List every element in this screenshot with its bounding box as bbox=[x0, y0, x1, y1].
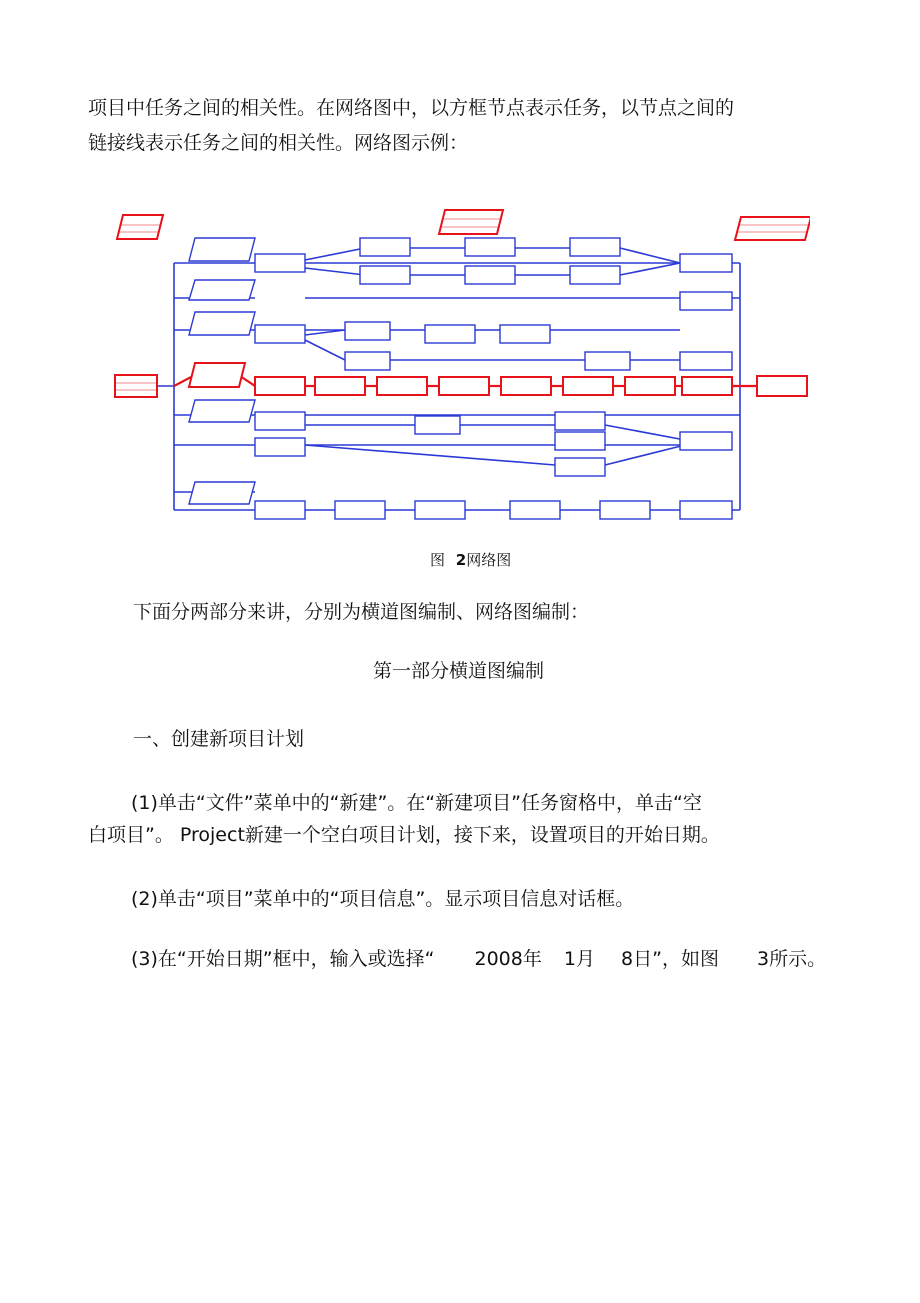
diagram-milestone-left bbox=[117, 215, 163, 239]
step2-text: (2)单击“项目”菜单中的“项目信息”。显示项目信息对话框。 bbox=[131, 888, 635, 910]
step1-line-2: 白项目”。 Project新建一个空白项目计划，接下来，设置项目的开始日期。 bbox=[88, 824, 720, 846]
step3-text bbox=[131, 942, 826, 976]
figure-caption bbox=[430, 549, 511, 570]
figure-caption-prefix: 图 bbox=[430, 551, 446, 569]
diagram-critical-nodes bbox=[255, 376, 807, 396]
figure-caption-text: 网络图 bbox=[466, 551, 512, 569]
diagram-group-nodes bbox=[189, 238, 255, 504]
diagram-start-node bbox=[115, 375, 157, 397]
split-sentence: 下面分两部分来讲，分别为横道图编制、网络图编制： bbox=[133, 601, 590, 623]
network-diagram bbox=[105, 200, 810, 530]
intro-line-1: 项目中任务之间的相关性。在网络图中，以方框节点表示任务，以节点之间的 bbox=[88, 97, 735, 119]
step3-figref: 3所示。 bbox=[757, 948, 827, 970]
step1-line-1: (1)单击“文件”菜单中的“新建”。在“新建项目”任务窗格中，单击“空 bbox=[131, 792, 702, 814]
step3-prefix: (3)在“开始日期”框中，输入或选择“ bbox=[131, 948, 435, 970]
diagram-milestone-right bbox=[735, 217, 810, 240]
step3-day: 8日”，如图 bbox=[621, 948, 719, 970]
step3-month: 1月 bbox=[563, 948, 595, 970]
part-title: 第一部分横道图编制 bbox=[373, 660, 545, 682]
step3-year: 2008年 bbox=[474, 948, 542, 970]
intro-line-2: 链接线表示任务之间的相关性。网络图示例： bbox=[88, 132, 469, 154]
section-title: 一、创建新项目计划 bbox=[133, 728, 305, 750]
figure-caption-number: 2 bbox=[455, 551, 467, 569]
diagram-milestone-middle bbox=[439, 210, 503, 234]
